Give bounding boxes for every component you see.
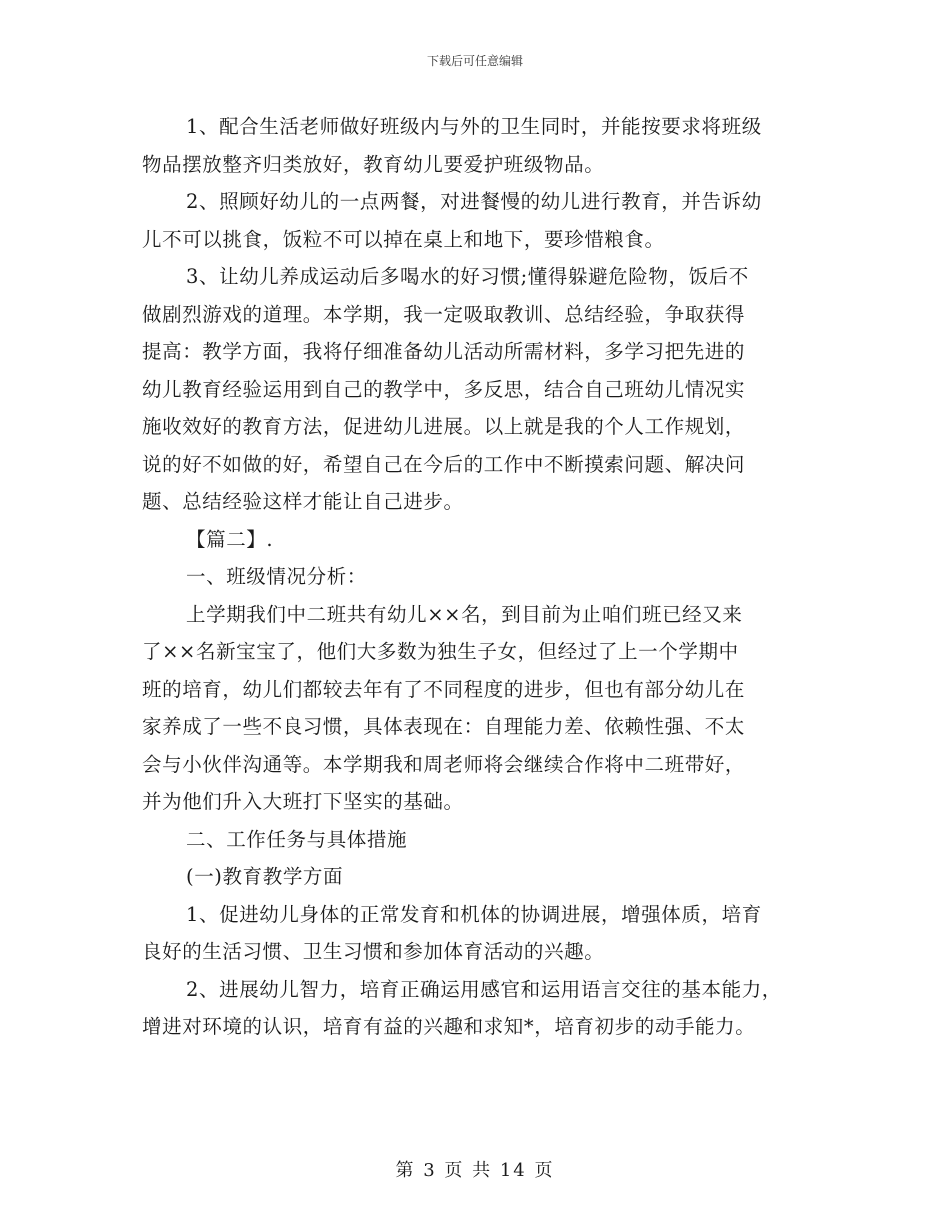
text-line: 2、照顾好幼儿的一点两餐，对进餐慢的幼儿进行教育，并告诉幼: [186, 190, 762, 213]
text-line: 班的培育，幼儿们都较去年有了不同程度的进步，但也有部分幼儿在: [142, 677, 746, 701]
text-line: 说的好不如做的好，希望自己在今后的工作中不断摸索问题、解决问: [142, 452, 746, 476]
text-line: 2、进展幼儿智力，培育正确运用感官和运用语言交往的基本能力，: [186, 977, 782, 1001]
text-line: 儿不可以挑食，饭粒不可以掉在桌上和地下，要珍惜粮食。: [142, 227, 665, 251]
text-line: 施收效好的教育方法，促进幼儿进展。以上就是我的个人工作规划，: [142, 415, 746, 438]
text-line: 一、班级情况分析：: [186, 565, 367, 588]
text-line: 幼儿教育经验运用到自己的教学中，多反思，结合自己班幼儿情况实: [142, 377, 746, 401]
text-line: 家养成了一些不良习惯，具体表现在：自理能力差、依赖性强、不太: [142, 715, 746, 738]
text-line: 了××名新宝宝了，他们大多数为独生子女，但经过了上一个学期中: [142, 640, 739, 663]
text-line: 提高：教学方面，我将仔细准备幼儿活动所需材料，多学习把先进的: [142, 340, 746, 363]
text-line: 并为他们升入大班打下坚实的基础。: [142, 790, 464, 813]
text-line: 二、工作任务与具体措施: [186, 827, 408, 851]
text-line: 上学期我们中二班共有幼儿××名，到目前为止咱们班已经又来: [186, 602, 743, 626]
text-line: 题、总结经验这样才能让自己进步。: [142, 490, 464, 513]
text-line: 做剧烈游戏的道理。本学期，我一定吸取教训、总结经验，争取获得: [142, 302, 746, 326]
page-header: 下载后可任意编辑: [426, 54, 523, 68]
text-line: 3、让幼儿养成运动后多喝水的好习惯;懂得躲避危险物，饭后不: [186, 265, 749, 288]
text-line: 1、促进幼儿身体的正常发育和机体的协调进展，增强体质，培育: [186, 902, 762, 926]
text-line: (一)教育教学方面: [186, 865, 344, 888]
text-line: 良好的生活习惯、卫生习惯和参加体育活动的兴趣。: [142, 940, 605, 963]
document-body: [142, 108, 814, 1046]
text-line: 增进对环境的认识，培育有益的兴趣和求知*，培育初步的动手能力。: [142, 1015, 756, 1038]
text-line: 会与小伙伴沟通等。本学期我和周老师将会继续合作将中二班带好，: [142, 752, 746, 776]
page-number: 第 3 页 共 14 页: [395, 1160, 555, 1181]
text-line: 物品摆放整齐归类放好，教育幼儿要爱护班级物品。: [142, 152, 605, 176]
text-line: 1、配合生活老师做好班级内与外的卫生同时，并能按要求将班级: [186, 115, 762, 138]
text-line: 【篇二】.: [186, 527, 274, 551]
